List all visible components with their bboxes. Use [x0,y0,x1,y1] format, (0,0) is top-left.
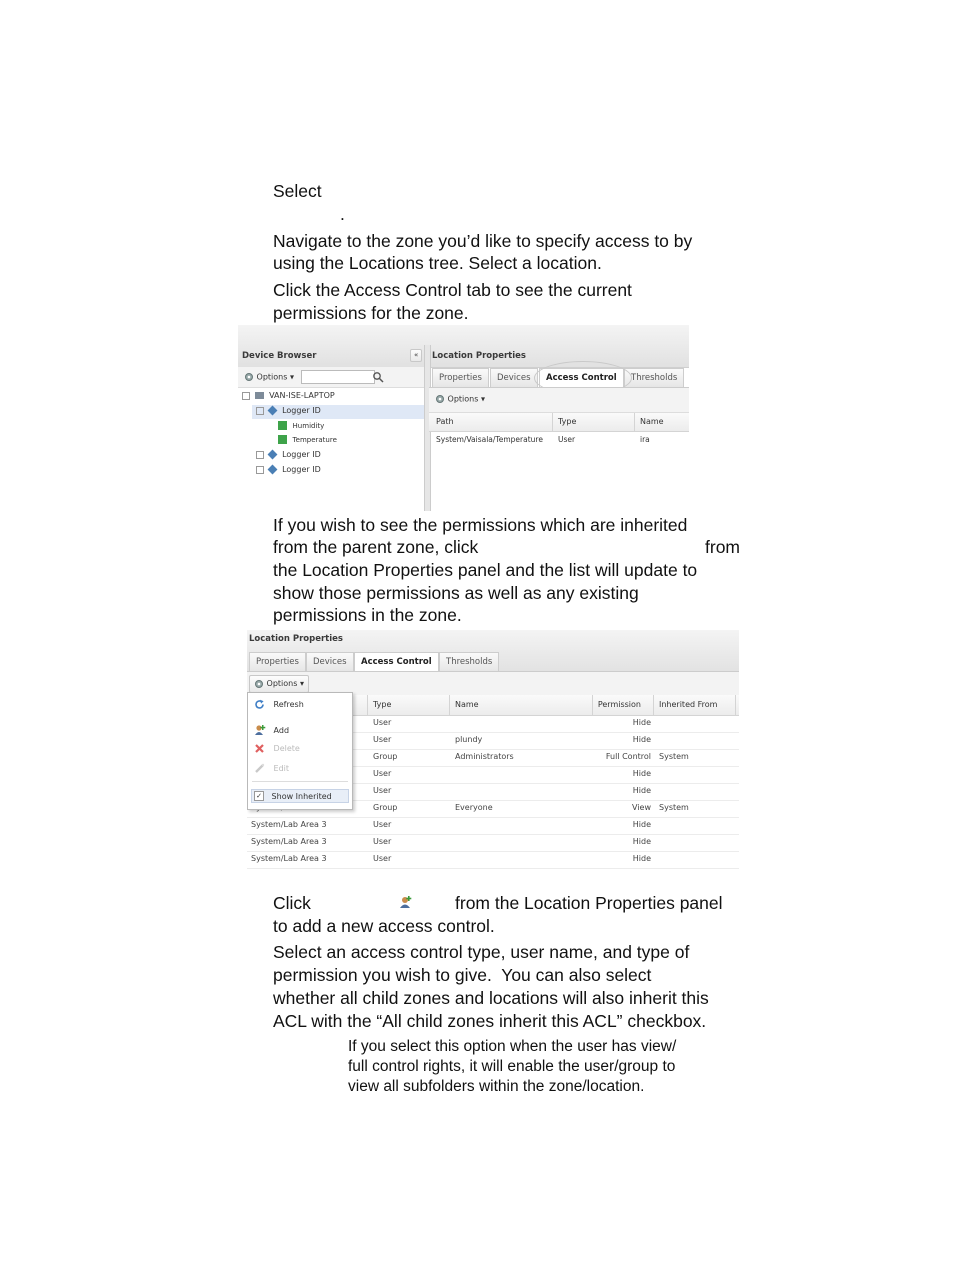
location-properties-title: Location Properties [432,351,526,361]
column-divider [735,695,736,715]
edit-icon [254,763,265,774]
cell-permission: Hide [632,735,651,744]
column-header-path[interactable]: Path [436,417,454,426]
cell-inherited-from: System [659,803,689,812]
cell-name: Administrators [455,752,514,761]
cell-permission: Hide [632,837,651,846]
search-icon[interactable] [372,371,384,383]
step-navigate-line2: using the Locations tree. Select a location. [273,253,602,273]
location-properties-screenshot [247,630,739,870]
gear-icon [244,372,254,382]
tree-logger-label-1: Logger ID [282,406,321,415]
table-row[interactable] [247,817,739,835]
delete-icon [254,743,265,754]
logger-icon [267,450,277,460]
logger-icon [267,406,277,416]
tab-properties[interactable]: Properties [432,368,489,387]
column-header-name[interactable]: Name [640,417,664,426]
menu-item-edit[interactable] [254,763,289,774]
cell-permission: Hide [632,769,651,778]
menu-edit-label: Edit [273,764,290,773]
step-add-line2: to add a new access control. [273,916,495,936]
menu-item-show-inherited[interactable] [251,789,349,803]
computer-icon [255,392,264,399]
gear-icon [435,394,445,404]
menu-show-inherited-label: Show Inherited [271,791,332,801]
cell-type: User [373,837,392,846]
cell-inherited-from: System [659,752,689,761]
access-row-path[interactable]: System/Vaisala/Temperature [436,435,543,444]
options-dropdown-menu [247,692,353,810]
cell-type: User [373,735,392,744]
step-acl-line1: Select an access control type, user name, and type of [273,942,690,962]
table-row[interactable] [247,834,739,852]
column-divider [592,695,593,715]
table-row[interactable] [247,851,739,869]
tab-access-control[interactable]: Access Control [354,652,439,671]
step-access-tab-line2: permissions for the zone. [273,303,469,323]
channel-check-icon [278,421,287,430]
tree-collapse-icon[interactable] [256,407,264,415]
note-line1: If you select this option when the user has view/ [348,1038,677,1055]
cell-permission: Hide [632,786,651,795]
tab-thresholds[interactable]: Thresholds [439,652,499,671]
menu-divider [252,781,348,782]
step-acl-line4: ACL with the “All child zones inherit this ACL” checkbox. [273,1011,707,1031]
cell-type: Group [373,752,398,761]
cell-type: Group [373,803,398,812]
menu-item-delete[interactable] [254,743,300,754]
column-divider [653,695,654,715]
tree-root-label: VAN-ISE-LAPTOP [269,391,335,400]
access-row-type[interactable]: User [558,435,576,444]
cell-path: System/Lab Area 3 [251,837,327,846]
access-row-name[interactable]: ira [640,435,650,444]
show-inherited-checkbox[interactable]: ✓ [254,791,264,801]
tab-thresholds[interactable]: Thresholds [624,368,684,387]
column-divider [449,695,450,715]
step-inherited-line1: If you wish to see the permissions which are inherited [273,515,688,535]
device-browser-options-label: Options ▾ [256,372,294,382]
device-browser-screenshot [238,325,689,511]
tree-logger-item-2[interactable] [256,450,321,459]
add-user-icon [399,895,413,909]
step-select-period: . [340,204,345,224]
channel-check-icon [278,435,287,444]
column-divider [634,413,635,431]
cell-name: plundy [455,735,483,744]
menu-item-add[interactable] [254,724,289,736]
tree-root-item[interactable] [242,391,335,400]
cell-type: User [373,769,392,778]
note-line3: view all subfolders within the zone/location. [348,1078,645,1095]
cell-permission: Full Control [605,752,651,761]
gear-icon [254,679,264,689]
tree-expand-icon[interactable] [242,392,250,400]
menu-refresh-label: Refresh [273,700,304,709]
step-acl-line2: permission you wish to give. You can also select [273,965,652,985]
tree-humidity-item[interactable] [278,421,324,430]
cell-path: System/Lab Area 3 [251,854,327,863]
tree-logger-label-2: Logger ID [282,450,321,459]
tab-devices[interactable]: Devices [490,368,538,387]
cell-path: System/Lab Area 3 [251,820,327,829]
menu-item-refresh[interactable] [254,699,304,710]
tree-temperature-item[interactable] [278,435,337,444]
device-browser-title: Device Browser [242,351,317,361]
tree-expand-icon[interactable] [256,451,264,459]
column-header-permission[interactable]: Permission [597,700,641,709]
column-header-type[interactable]: Type [558,417,577,426]
step-add-line1b: from the Location Properties panel [455,893,723,913]
step-add-line1a: Click [273,893,311,913]
options-menu-label: Options ▾ [266,679,304,688]
step-inherited-line4: show those permissions as well as any existing [273,583,639,603]
note-line2: full control rights, it will enable the user/group to [348,1058,676,1075]
tree-temperature-label: Temperature [292,436,337,444]
cell-type: User [373,854,392,863]
cell-permission: View [632,803,651,812]
column-divider [552,413,553,431]
device-search-input[interactable] [301,370,375,384]
cell-type: User [373,718,392,727]
location-properties-title: Location Properties [249,634,343,644]
tree-logger-item-3[interactable] [256,465,321,474]
menu-delete-label: Delete [273,744,300,753]
access-options-label: Options ▾ [447,394,485,404]
cell-permission: Hide [632,820,651,829]
column-header-name[interactable]: Name [455,700,479,709]
column-divider [367,695,368,715]
tab-access-control[interactable]: Access Control [539,368,624,387]
options-menu-button[interactable] [249,675,309,693]
step-acl-line3: whether all child zones and locations will also inherit this [273,988,709,1008]
tab-properties[interactable]: Properties [249,652,306,671]
access-options-button[interactable] [435,394,485,404]
column-header-type[interactable]: Type [373,700,392,709]
menu-add-label: Add [273,725,290,735]
tree-logger-item-1[interactable] [256,406,321,415]
cell-permission: Hide [632,718,651,727]
cell-type: User [373,786,392,795]
step-select-text: Select [273,181,322,201]
tree-logger-label-3: Logger ID [282,465,321,474]
cell-permission: Hide [632,854,651,863]
tree-humidity-label: Humidity [292,422,325,430]
device-browser-options-button[interactable] [244,372,294,382]
tree-expand-icon[interactable] [256,466,264,474]
cell-type: User [373,820,392,829]
step-access-tab-line1: Click the Access Control tab to see the current [273,280,632,300]
screenshot-top-bar [238,325,689,368]
step-inherited-line3: the Location Properties panel and the list will update to [273,560,698,580]
cell-name: Everyone [455,803,493,812]
collapse-panel-button[interactable]: « [410,349,422,362]
column-header-inherited-from[interactable]: Inherited From [659,700,718,709]
refresh-icon [254,699,265,710]
step-inherited-line2b: from [705,537,740,557]
tab-devices[interactable]: Devices [306,652,354,671]
step-navigate-line1: Navigate to the zone you’d like to specify access to by [273,231,693,251]
logger-icon [267,465,277,475]
step-inherited-line2a: from the parent zone, click [273,537,479,557]
step-inherited-line5: permissions in the zone. [273,605,462,625]
add-user-icon [254,724,266,736]
